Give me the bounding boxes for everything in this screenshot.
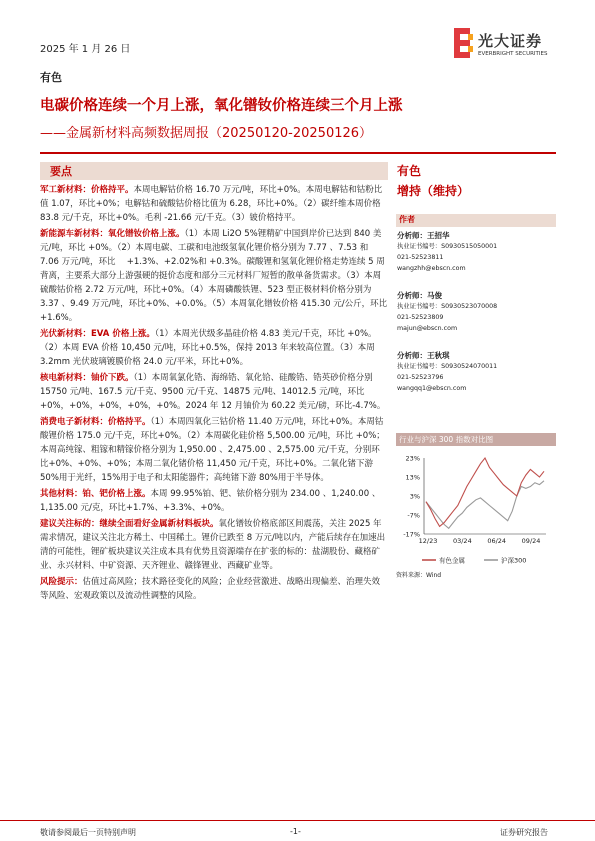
analyst-phone: 021-52523796 (397, 374, 444, 381)
chart-source: 资料来源：Wind (396, 572, 442, 579)
paragraph-heading: 其他材料：铂、钯价格上涨。 (40, 489, 151, 499)
analyst-name: 分析师：王秋琪 (397, 351, 450, 360)
key-points-band (40, 162, 388, 180)
paragraph-picks (40, 517, 388, 573)
analyst-cert: 执业证书编号：S0930524070011 (397, 363, 498, 370)
rating-label: 增持（维持） (397, 184, 470, 198)
report-date: 2025 年 1 月 26 日 (40, 44, 131, 55)
analyst-card (397, 230, 557, 274)
author-heading: 作者 (399, 215, 415, 224)
paragraph-nev (40, 227, 388, 325)
x-tick-label: 09/24 (521, 537, 541, 545)
y-tick-label: -17% (403, 530, 420, 539)
y-tick-label: 13% (405, 473, 420, 482)
index-comparison-chart (396, 450, 556, 568)
report-title: 电碳价格连续一个月上涨，氧化镨钕价格连续三个月上涨 (40, 98, 403, 114)
paragraph-text: 估值过高风险；技术路径变化的风险；企业经营激进、战略出现偏差、治理失效等风险、宏观政策以及流动性调整的风险。 (40, 577, 381, 601)
author-band (396, 214, 556, 227)
paragraph-heading: 建议关注标的：继续全面看好金属新材料板块。 (40, 519, 219, 529)
x-tick-label: 03/24 (452, 537, 472, 545)
paragraph-heading: 光伏新材料：EVA 价格上涨。 (40, 329, 155, 339)
paragraph-other (40, 487, 388, 515)
analyst-email: majun@ebscn.com (397, 325, 458, 332)
paragraph-heading: 风险提示： (40, 577, 83, 587)
analyst-email: wangqq1@ebscn.com (397, 385, 467, 392)
key-points-heading: 要点 (50, 165, 72, 178)
paragraph-text: 本周电解钴价格 16.70 万元/吨，环比+0%。本周电解钴和钴粉比值 1.07，环比+0%；电解钴和硫酸钴价格比值为 6.28，环比+0%。（2）碳纤维本周价格 83.8 元/千克，环比+0%。毛利 -21.66 元/千克。（3）铍价格持平。 (40, 185, 383, 223)
paragraph-risk (40, 575, 388, 603)
paragraph-heading: 消费电子新材料：价格持平。 (40, 417, 151, 427)
logo-text-en: EVERBRIGHT SECURITIES (478, 51, 548, 57)
key-points-body (40, 183, 388, 603)
industry-label: 有色 (40, 71, 62, 84)
footer-disclaimer: 敬请参阅最后一页特别声明 (40, 828, 136, 837)
sidebar-industry: 有色 (397, 164, 422, 178)
y-tick-label: 23% (405, 454, 420, 463)
analyst-name: 分析师：王招华 (397, 231, 450, 240)
paragraph-heading: 新能源车新材料：氧化镨钕价格上涨。 (40, 229, 185, 239)
paragraph-text: （1）本周四氧化三钴价格 11.40 万元/吨，环比+0%。本周钴酸锂价格 175.0 元/千克，环比+0%。（2）本周碳化硅价格 5,500.00 元/吨，环比 +0%；本周高纯镓、粗镓和精镓价格分别为 1,950.00 、2,475.00 、2,575.00 元/千克，分别环比+0%、+0%、+0%；本周二氧化锗价格 11,450 元/千克，环比+0%。二氧化锗下游 50%用于光纤，15%用于电子和太阳能器件；高纯锗下游 80%用于半导体。 (40, 417, 385, 483)
analyst-cert: 执业证书编号：S0930523070008 (397, 303, 498, 310)
legend-label: 有色金属 (439, 556, 465, 565)
paragraph-text: （1）本周光伏级多晶硅价格 4.83 美元/千克，环比 +0%。（2）本周 EVA 价格 10,450 元/吨，环比+0.5%，保持 2013 年来较高位置。（3）本周 3.2mm 光伏玻璃镀膜价格 24.0 元/平米，环比+0%。 (40, 329, 377, 367)
analyst-email: wangzhh@ebscn.com (397, 265, 466, 272)
paragraph-text: （1）本周 Li2O 5%锂精矿中国到岸价已达到 840 美元/吨，环比 +0%。（2）本周电碳、工碳和电池级氢氧化锂价格分别为 7.77 、7.53 和 7.06 万元/吨，环比 +1.3%、+2.02%和 +0.3%。碳酸锂和氢氧化锂价格走势连续 5 周背离，主要系大部分上游强硬的挺价态度和部分三元材料厂短暂的散单备货需求。（3）本周硫酸钴价格 2.72 万元/吨，环比+0%。（4）本周磷酸铁锂、523 型正极材料价格分别为 3.37 、9.49 万元/吨，环比+0%、+0.0%。（5）本周氧化镨钕价格 415.30 元/公斤，环比+1.6%。 (40, 229, 388, 323)
logo-text-cn: 光大证券 (478, 32, 543, 50)
paragraph-heading: 军工新材料：价格持平。 (40, 185, 134, 195)
page-number: -1- (290, 827, 301, 836)
brand-mark-icon (452, 26, 474, 60)
legend-label: 沪深300 (501, 556, 527, 565)
chart-title: 行业与沪深 300 指数对比图 (399, 435, 494, 444)
analyst-phone: 021-52523811 (397, 254, 444, 261)
series-line (426, 458, 544, 526)
analyst-phone: 021-52523809 (397, 314, 444, 321)
paragraph-electronics (40, 415, 388, 485)
chart-legend (422, 556, 526, 565)
analyst-name: 分析师：马俊 (397, 291, 442, 300)
x-tick-label: 06/24 (487, 537, 507, 545)
analyst-card (397, 350, 557, 394)
paragraph-text: （1）本周氧氯化锆、海绵锆、氧化铪、硅酸锆、锆英砂价格分别 15750 元/吨、167.5 元/千克、9500 元/千克、14875 元/吨、14012.5 元/吨，环比+0%，+0%，+0%，+0%，+0%。2024 年 12 月铀价为 60.22 美元/磅，环比-4.7%。 (40, 373, 386, 411)
paragraph-pv (40, 327, 388, 369)
report-subtitle: ——金属新材料高频数据周报（20250120-20250126） (40, 126, 373, 141)
x-tick-label: 12/23 (418, 537, 438, 545)
analyst-cert: 执业证书编号：S0930515050001 (397, 243, 498, 250)
y-tick-label: 3% (409, 492, 420, 501)
footer-divider (0, 820, 595, 821)
footer-report-type: 证券研究报告 (500, 828, 548, 837)
y-tick-label: -7% (407, 511, 420, 520)
series-line (426, 481, 544, 529)
paragraph-nuclear (40, 371, 388, 413)
chart-lines (426, 458, 544, 528)
header-divider (40, 152, 556, 154)
analyst-card (397, 290, 557, 334)
company-logo (452, 24, 564, 62)
paragraph-text: 氧化镨钕价格底部区间震荡，关注 2025 年需求情况，建议关注北方稀土、中国稀土。锂价已跌至 8 万元/吨以内，产能后续存在加速出清的可能性，锂矿板块建议关注成本具有优势且资源端存在扩张的标的：盐湖股份、藏格矿业、永兴材料、中矿资源、天齐锂业、赣锋锂业、西藏矿业等。 (40, 519, 386, 571)
paragraph-text: 本周 99.95%铂、钯、铱价格分别为 234.00 、1,240.00 、1,135.00 元/克，环比+1.7%、+3.3%、+0%。 (40, 489, 381, 513)
paragraph-military (40, 183, 388, 225)
paragraph-heading: 核电新材料：铀价下跌。 (40, 373, 134, 383)
